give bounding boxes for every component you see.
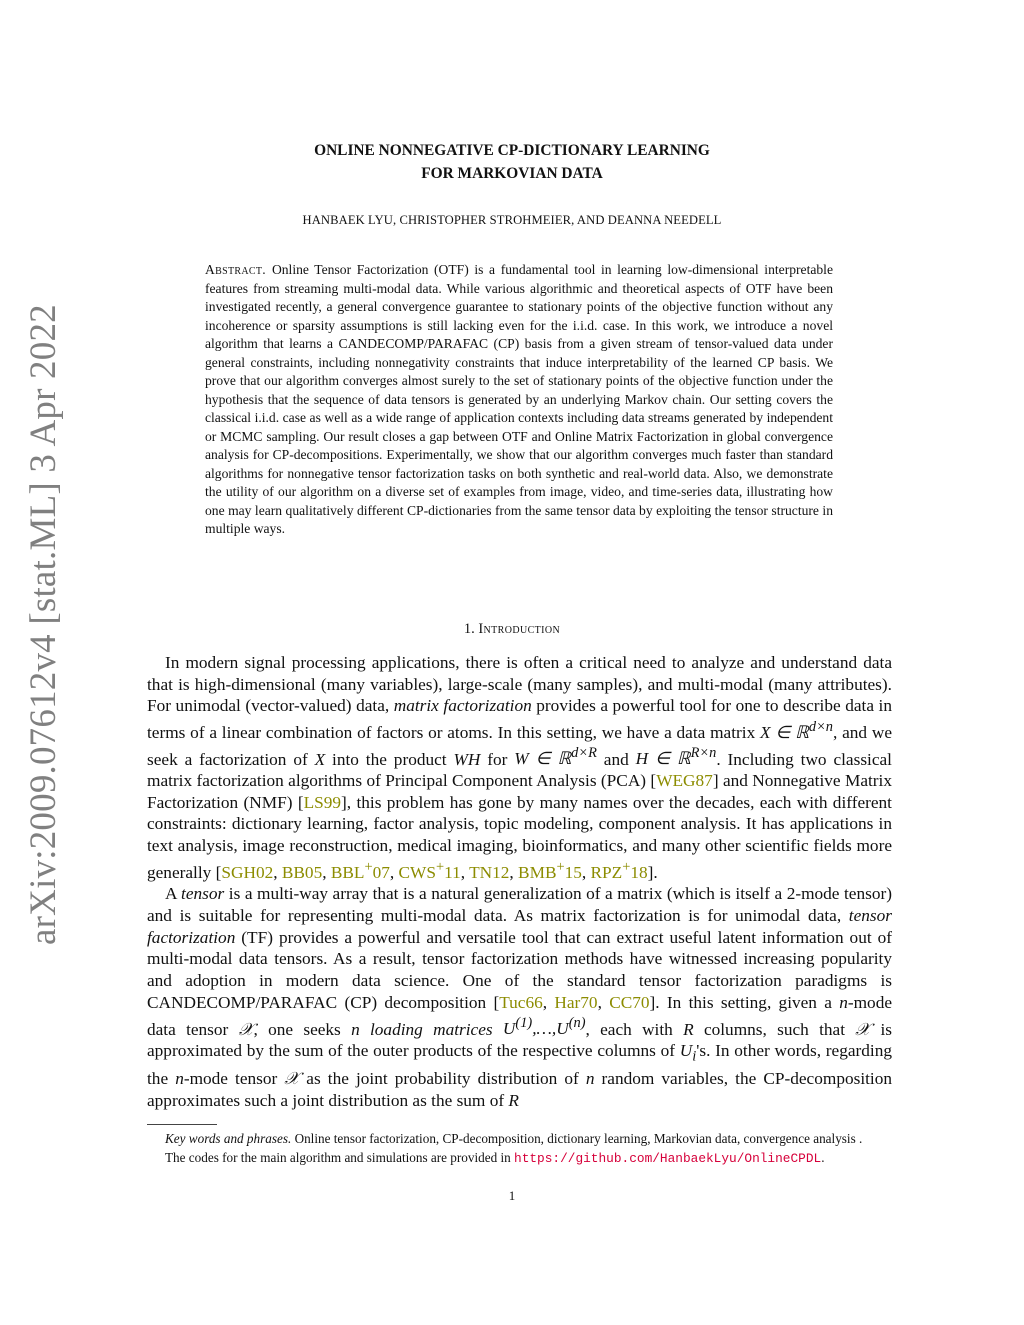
footnote-code <box>147 1149 892 1169</box>
author-list: HANBAEK LYU, CHRISTOPHER STROHMEIER, AND DEANNA NEEDELL <box>302 213 722 227</box>
citation-link[interactable]: SGH02 <box>221 862 274 882</box>
text-run: is approximated by the sum of the outer products of the respective columns of <box>147 1019 892 1061</box>
math-inline: H ∈ ℝ$^{R\times n}$ <box>635 745 717 769</box>
footnote-keywords-label: Key words and phrases. <box>165 1131 292 1146</box>
math-inline: $U^{(1)},\dots,U^{(n)}$ <box>502 1015 586 1039</box>
arxiv-identifier-stamp: arXiv:2009.07612v4 [stat.ML] 3 Apr 2022 <box>23 304 64 945</box>
paragraph-2: A tensor is a multi-way array that is a natural generalization of a matrix (which is itself a 2-mode tensor) and is suitable for representing multi-modal data. As matrix factorization is for unimodal data, tensor factorization (TF) provides a powerful and versatile tool that can extract useful latent information out of multi-modal data tensors. As a result, tensor factorization methods have witnessed increasing popularity and adoption in modern data science. One of the standard tensor factorization paradigms is CANDECOMP/PARAFAC (CP) decomposition [Tuc66, Har70, CC70]. In this setting, given a n-mode data tensor 𝒳, one seeks n loading matrices $U^{(1)},\dots,U^{(n)}$, each with R columns, such that 𝒳 is approximated by the sum of the outer products of the respective columns of $U_i's$. In other words, regarding the n-mode tensor 𝒳 as the joint probability distribution of n random variables, the CP-decomposition approximates such a joint distribution as the sum of R <box>147 884 893 1110</box>
text-run: random variables, the CP-decomposition approximates such a joint distribution as the sum of <box>147 1069 893 1110</box>
text-run: , each with <box>585 1019 684 1039</box>
text-run: columns, such that <box>693 1019 856 1039</box>
abstract-text: Online Tensor Factorization (OTF) is a fundamental tool in learning low-dimensional interpretable features from streaming multi-modal data. While various algorithmic and theoretical aspects of OTF have been investigated recently, a general convergence guarantee to stationary points of the objective function without any incoherence or sparsity assumptions is still lacking even for the i.i.d. case. In this work, we introduce a novel algorithm that learns a CANDECOMP/PARAFAC (CP) basis from a given stream of tensor-valued data under general constraints, including nonnegativity constraints that induce interpretability of the learned CP basis. We prove that our algorithm converges almost surely to the set of stationary points of the objective function under the hypothesis that the sequence of data tensors is generated by an underlying Markov chain. Our setting covers the classical i.i.d. case as well as a wide range of application contexts including data streams generated by independent or MCMC sampling. Our result closes a gap between OTF and Online Matrix Factorization in global convergence analysis for CP-decompositions. Experimentally, we show that our algorithm converges much faster than standard algorithms for nonnegative tensor factorization tasks on both synthetic and real-world data. Also, we demonstrate the utility of our algorithm on a diverse set of examples from image, video, and time-series data, illustrating how one may learn qualitatively different CP-dictionaries from the same tensor data by exploiting the tensor structure in multiple ways. <box>205 262 833 536</box>
emphasis-term: matrix factorization <box>393 696 532 716</box>
section-name: Introduction <box>478 621 561 637</box>
title-line-2: FOR MARKOVIAN DATA <box>421 165 603 182</box>
emphasis-term: n loading matrices <box>351 1019 493 1039</box>
text-run: 's. In other words, regarding the <box>147 1041 892 1089</box>
math-inline: X ∈ ℝ$^{d\times n}$ <box>760 719 834 742</box>
footnote-divider <box>147 1124 217 1125</box>
math-inline: n <box>839 992 848 1012</box>
citation-link[interactable]: CC70 <box>609 992 650 1012</box>
text-run: for <box>480 749 515 769</box>
citation-link[interactable]: BB05 <box>281 862 323 882</box>
citation-link[interactable]: CWS+11 <box>398 858 461 882</box>
text-run: ]. In this setting, given a <box>649 992 840 1012</box>
math-inline: 𝒳 <box>855 1019 871 1039</box>
github-link[interactable]: https://github.com/HanbaekLyu/OnlineCPDL <box>514 1150 822 1166</box>
footnote-code-end: . <box>821 1149 825 1165</box>
text-run: A <box>165 884 182 904</box>
section-number: 1. <box>463 621 475 637</box>
citation-link[interactable]: WEG87 <box>656 771 713 791</box>
citation-link[interactable]: BMB+15 <box>518 858 582 882</box>
citation-link[interactable]: Har70 <box>554 992 598 1012</box>
footnote-keywords-text: Online tensor factorization, CP-decomposition, dictionary learning, Markovian data, convergence analysis . <box>291 1131 863 1146</box>
citation-link[interactable]: LS99 <box>303 792 342 812</box>
text-run: ] and Nonnegative Matrix Factorization (NMF) [ <box>147 771 892 812</box>
math-inline: W ∈ ℝ$^{d\times R}$ <box>514 745 597 769</box>
emphasis-term: tensor factorization <box>147 906 892 947</box>
footnote-keywords <box>147 1130 892 1149</box>
text-run: as the joint probability distribution of <box>299 1069 586 1089</box>
section-heading-introduction <box>0 621 1024 638</box>
text-run: , one seeks <box>253 1019 352 1039</box>
paragraph-1: In modern signal processing applications, there is often a critical need to analyze and understand data that is high-dimensional (many variables), large-scale (many samples), and multi-modal (many attributes). For unimodal (vector-valued) data, matrix factorization provides a powerful tool for one to describe data in terms of a linear combination of factors or atoms. In this setting, we have a data matrix X ∈ ℝ$^{d\times n}$, and we seek a factorization of X into the product WH for W ∈ ℝ$^{d\times R}$ and H ∈ ℝ$^{R\times n}$. Including two classical matrix factorization algorithms of Principal Component Analysis (PCA) [WEG87] and Nonnegative Matrix Factorization (NMF) [LS99], this problem has gone by many names over the decades, each with different constraints: dictionary learning, factor analysis, topic modeling, component analysis. It has applications in text analysis, image reconstruction, medical imaging, bioinformatics, and many other scientific fields more generally [SGH02, BB05, BBL+07, CWS+11, TN12, BMB+15, RPZ+18]. <box>147 653 893 882</box>
citation-link[interactable]: BBL+07 <box>330 858 390 882</box>
citation-link[interactable]: RPZ+18 <box>590 858 648 882</box>
math-inline: 𝒳 <box>284 1069 300 1089</box>
math-inline: $U_i$ <box>679 1041 697 1065</box>
text-run: , and we seek a factorization of <box>147 722 893 769</box>
text-run: is a multi-way array that is a natural generalization of a matrix (which is itself a 2-mode tensor) and is suitable for representing multi-modal data. As matrix factorization is for unimodal data, <box>147 884 892 926</box>
citation-link[interactable]: TN12 <box>469 862 510 882</box>
text-run: . Including two classical matrix factorization algorithms of Principal Component Analysis (PCA) [ <box>147 749 892 791</box>
text-run: into the product <box>325 749 454 769</box>
math-inline: R <box>508 1090 519 1110</box>
text-run: -mode tensor <box>183 1069 285 1089</box>
text-run: (TF) provides a powerful and versatile tool that can extract useful latent information out of multi-modal data tensors. As a result, tensor factorization methods have witnessed increasing popularity and adoption in modern data science. One of the standard tensor factorization paradigms is CANDECOMP/PARAFAC (CP) decomposition [ <box>147 927 892 1012</box>
title-line-1: ONLINE NONNEGATIVE CP-DICTIONARY LEARNING <box>314 142 710 159</box>
page-number: 1 <box>508 1188 516 1203</box>
text-run: ], this problem has gone by many names over the decades, each with different constraints: dictionary learning, factor analysis, topic modeling, component analysis. It has applications in text analysis, image reconstruction, medical imaging, bioinformatics, and many other scientific fields more generally [ <box>147 792 892 882</box>
text-run: -mode data tensor <box>147 992 893 1039</box>
text-run: provides a powerful tool for one to describe data in terms of a linear combination of factors or atoms. In this setting, we have a data matrix <box>147 696 892 742</box>
abstract <box>205 261 833 539</box>
math-inline: WH <box>453 749 481 769</box>
text-run: In modern signal processing applications, there is often a critical need to analyze and understand data that is high-dimensional (many variables), large-scale (many samples), and multi-modal (many attributes). For unimodal (vector-valued) data, <box>147 653 892 716</box>
math-inline: X <box>314 749 326 769</box>
paper-title <box>0 139 1024 185</box>
text-run: and <box>596 749 636 769</box>
footnote-code-text: The codes for the main algorithm and simulations are provided in <box>165 1149 515 1165</box>
emphasis-term: tensor <box>181 884 225 904</box>
math-inline: 𝒳 <box>238 1019 254 1039</box>
abstract-label: Abstract. <box>205 262 266 277</box>
introduction-body <box>147 652 892 1112</box>
math-inline: n <box>585 1069 595 1089</box>
citation-link[interactable]: Tuc66 <box>499 992 543 1012</box>
math-inline: R <box>683 1019 694 1039</box>
text-run: ]. <box>647 862 658 882</box>
footnotes <box>147 1130 892 1168</box>
math-inline: n <box>175 1069 184 1089</box>
